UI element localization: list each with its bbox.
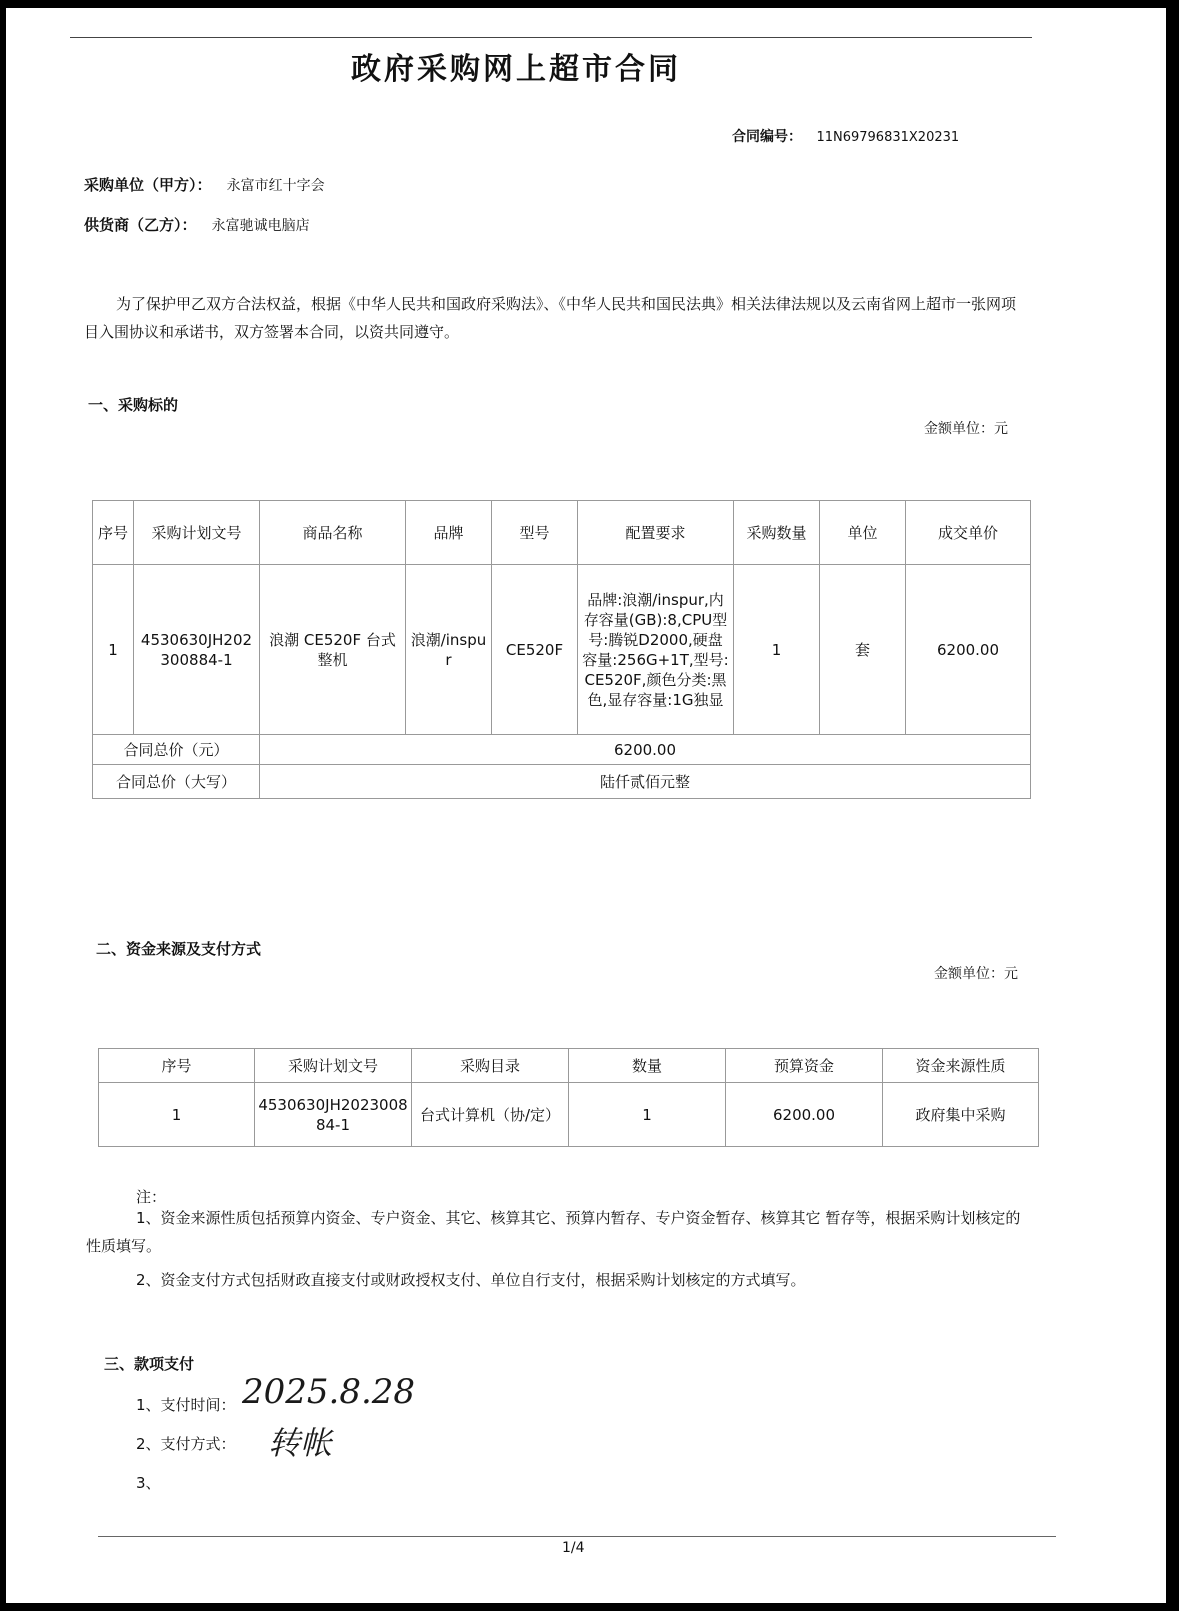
buyer-value: 永富市红十字会 <box>226 178 325 194</box>
unit: 套 <box>820 565 906 735</box>
header-cell: 型号 <box>492 501 578 565</box>
total-cn-label: 合同总价（大写） <box>93 765 260 799</box>
quantity: 1 <box>569 1083 726 1147</box>
procurement-catalog: 台式计算机（协/定） <box>412 1083 569 1147</box>
funding-source: 政府集中采购 <box>883 1083 1039 1147</box>
contract-number <box>732 126 959 146</box>
total-cn-value: 陆仟贰佰元整 <box>260 765 1031 799</box>
note-1: 1、资金来源性质包括预算内资金、专户资金、其它、核算其它、预算内暂存、专户资金暂存、核算其它 暂存等，根据采购计划核定的性质填写。 <box>86 1209 1021 1255</box>
plan-number: 4530630JH202300884-1 <box>255 1083 412 1147</box>
total-row <box>93 735 1031 765</box>
header-cell: 采购计划文号 <box>134 501 260 565</box>
product-name: 浪潮 CE520F 台式整机 <box>260 565 406 735</box>
buyer-label: 采购单位（甲方）： <box>84 176 212 194</box>
supplier-value: 永富驰诚电脑店 <box>211 218 310 234</box>
header-cell: 采购目录 <box>412 1049 569 1083</box>
section2-unit-note: 金额单位：元 <box>934 966 1018 982</box>
budget: 6200.00 <box>726 1083 883 1147</box>
top-rule <box>70 37 1032 38</box>
payment-method-handwritten: 转帐 <box>268 1424 333 1462</box>
payment-time-label: 1、支付时间： <box>136 1396 236 1414</box>
header-cell: 成交单价 <box>906 501 1031 565</box>
contract-page <box>6 8 1166 1603</box>
procurement-table <box>92 500 1031 799</box>
table-header-row <box>99 1049 1039 1083</box>
header-cell: 商品名称 <box>260 501 406 565</box>
section2-heading: 二、资金来源及支付方式 <box>96 940 262 958</box>
contract-number-value: 11N69796831X20231 <box>816 130 960 145</box>
buyer-line <box>84 174 325 195</box>
header-cell: 资金来源性质 <box>883 1049 1039 1083</box>
header-cell: 采购计划文号 <box>255 1049 412 1083</box>
header-cell: 采购数量 <box>734 501 820 565</box>
page-title: 政府采购网上超市合同 <box>351 52 681 87</box>
row-index: 1 <box>99 1083 255 1147</box>
header-cell: 序号 <box>99 1049 255 1083</box>
payment-time-handwritten: 2025.8.28 <box>242 1372 416 1412</box>
table-row <box>93 565 1031 735</box>
notes-label: 注： <box>136 1188 167 1206</box>
supplier-label: 供货商（乙方）： <box>84 216 197 234</box>
table-header-row <box>93 501 1031 565</box>
payment-method-label: 2、支付方式： <box>136 1435 236 1453</box>
page-number: 1/4 <box>562 1540 585 1556</box>
supplier-line <box>84 214 310 235</box>
payment-item-3-label: 3、 <box>136 1474 161 1492</box>
funding-table <box>98 1048 1039 1147</box>
configuration: 品牌:浪潮/inspur,内存容量(GB):8,CPU型号:腾锐D2000,硬盘容量:256G+1T,型号:CE520F,颜色分类:黑色,显存容量:1G独显 <box>578 565 734 735</box>
header-cell: 品牌 <box>406 501 492 565</box>
header-cell: 序号 <box>93 501 134 565</box>
unit-price: 6200.00 <box>906 565 1031 735</box>
section1-heading: 一、采购标的 <box>88 396 179 414</box>
row-index: 1 <box>93 565 134 735</box>
preamble: 为了保护甲乙双方合法权益，根据《中华人民共和国政府采购法》、《中华人民共和国民法典》相关法律法规以及云南省网上超市一张网项目入围协议和承诺书，双方签署本合同，以资共同遵守。 <box>84 295 1017 341</box>
plan-number: 4530630JH202300884-1 <box>134 565 260 735</box>
model: CE520F <box>492 565 578 735</box>
footer-rule <box>98 1536 1056 1537</box>
total-value: 6200.00 <box>260 735 1031 765</box>
header-cell: 预算资金 <box>726 1049 883 1083</box>
contract-number-label: 合同编号： <box>732 129 802 145</box>
brand: 浪潮/inspur <box>406 565 492 735</box>
header-cell: 配置要求 <box>578 501 734 565</box>
quantity: 1 <box>734 565 820 735</box>
section1-unit-note: 金额单位：元 <box>924 421 1008 437</box>
table-row <box>99 1083 1039 1147</box>
header-cell: 数量 <box>569 1049 726 1083</box>
total-cn-row <box>93 765 1031 799</box>
header-cell: 单位 <box>820 501 906 565</box>
section3-heading: 三、款项支付 <box>104 1355 195 1373</box>
total-label: 合同总价（元） <box>93 735 260 765</box>
note-2: 2、资金支付方式包括财政直接支付或财政授权支付、单位自行支付，根据采购计划核定的方式填写。 <box>136 1271 806 1289</box>
